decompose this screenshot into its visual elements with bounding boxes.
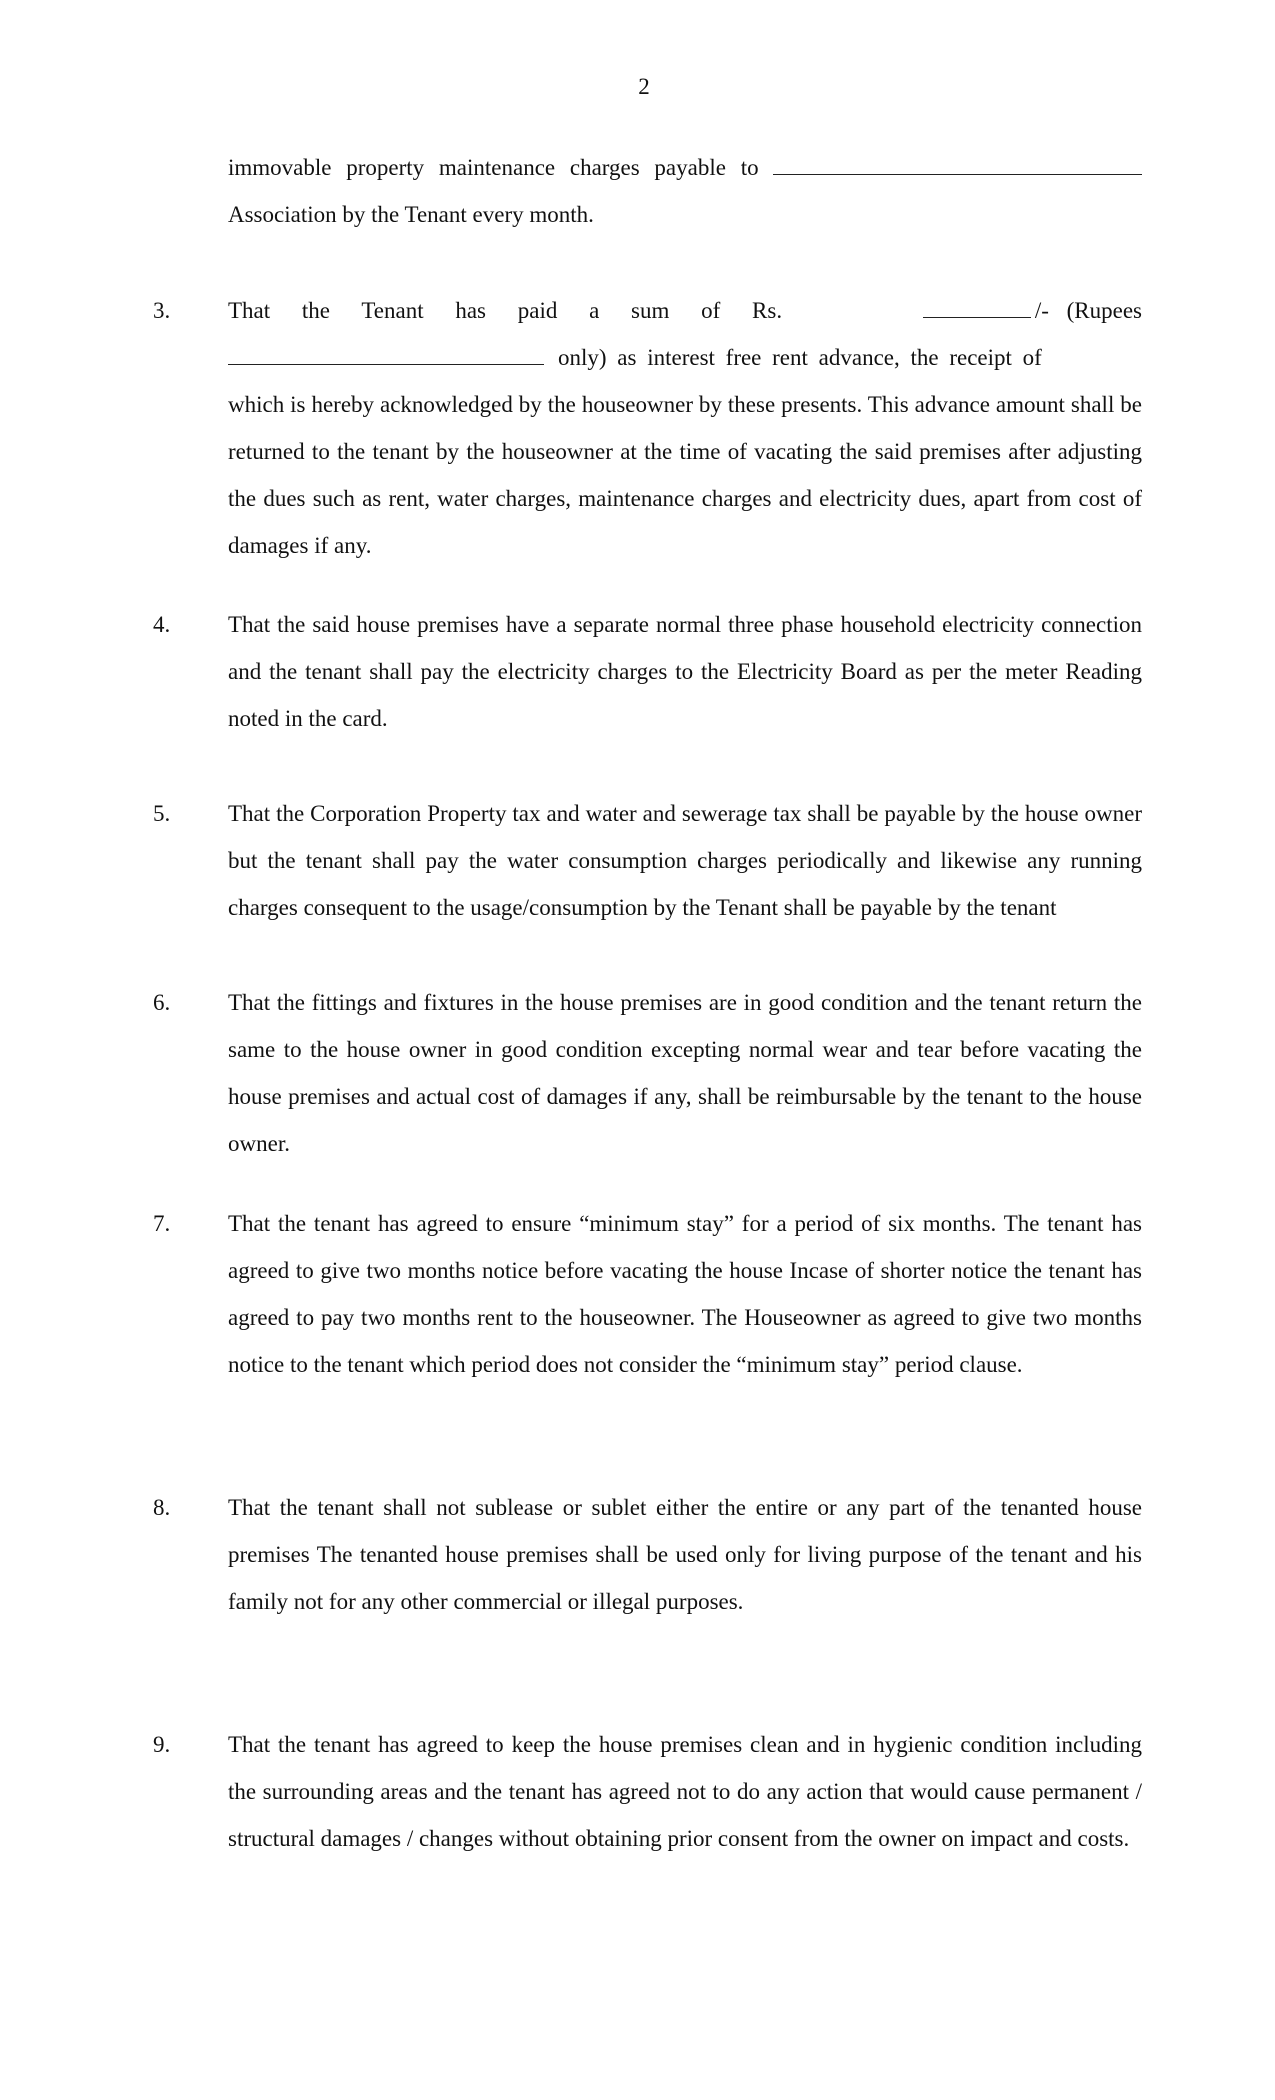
clause-5 xyxy=(153,790,1142,931)
clause-text: That the tenant has agreed to ensure “minimum stay” for a period of six months. The tenant has agreed to give two months notice before vacating the house Incase of shorter notice the tenant has agreed to pay two months rent to the houseowner. The Houseowner as agreed to give two months notice to the tenant which period does not consider the “minimum stay” period clause. xyxy=(228,1211,1142,1377)
clause-8 xyxy=(153,1484,1142,1625)
amount-figures-blank[interactable] xyxy=(923,297,1031,318)
clause-7 xyxy=(153,1200,1142,1388)
clause-3-line-2 xyxy=(228,334,1142,381)
clause-text: That the Corporation Property tax and water and sewerage tax shall be payable by the house owner but the tenant shall pay the water consumption charges periodically and likewise any running charges consequent to the usage/consumption by the Tenant shall be payable by the tenant xyxy=(228,801,1142,920)
clause-text: That the tenant has agreed to keep the house premises clean and in hygienic condition including the surrounding areas and the tenant has agreed not to do any action that would cause permanent / structural damages / changes without obtaining prior consent from the owner on impact and costs. xyxy=(228,1732,1142,1851)
clause-3-text-rest: which is hereby acknowledged by the houseowner by these presents. This advance amount shall be returned to the tenant by the houseowner at the time of vacating the said premises after adjusting the dues such as rent, water charges, maintenance charges and electricity dues, apart from cost of damages if any. xyxy=(228,392,1142,558)
continuation-line-1 xyxy=(228,144,1142,191)
clause-6 xyxy=(153,979,1142,1167)
clause-text: That the fittings and fixtures in the house premises are in good condition and the tenant return the same to the house owner in good condition excepting normal wear and tear before vacating the house premises and actual cost of damages if any, shall be reimbursable by the tenant to the house owner. xyxy=(228,990,1142,1156)
clause-3-text-b: /- (Rupees xyxy=(1034,298,1142,323)
amount-words-blank[interactable] xyxy=(228,344,544,365)
clause-text: That the tenant shall not sublease or sublet either the entire or any part of the tenanted house premises The tenanted house premises shall be used only for living purpose of the tenant and his family not for any other commercial or illegal purposes. xyxy=(228,1495,1142,1614)
continuation-paragraph xyxy=(228,144,1142,238)
clause-number: 8. xyxy=(153,1495,171,1520)
clause-number: 3. xyxy=(153,298,171,323)
clause-number: 7. xyxy=(153,1211,171,1236)
clause-number: 9. xyxy=(153,1732,171,1757)
clause-4 xyxy=(153,601,1142,742)
association-name-blank[interactable] xyxy=(773,154,1142,175)
clause-number: 4. xyxy=(153,612,171,637)
clause-3-line-1 xyxy=(228,287,1142,334)
clause-3-text-a: That the Tenant has paid a sum of Rs. xyxy=(228,298,783,323)
continuation-text-1: immovable property maintenance charges payable to xyxy=(228,155,759,180)
clause-3 xyxy=(153,287,1142,569)
continuation-text-2: Association by the Tenant every month. xyxy=(228,202,594,227)
page-number: 2 xyxy=(638,74,650,99)
clause-number: 6. xyxy=(153,990,171,1015)
clause-text: That the said house premises have a separate normal three phase household electricity connection and the tenant shall pay the electricity charges to the Electricity Board as per the meter Reading noted in the card. xyxy=(228,612,1142,731)
clause-9 xyxy=(153,1721,1142,1862)
clause-3-text-c: only) as interest free rent advance, the receipt of xyxy=(558,345,1042,370)
clause-number: 5. xyxy=(153,801,171,826)
